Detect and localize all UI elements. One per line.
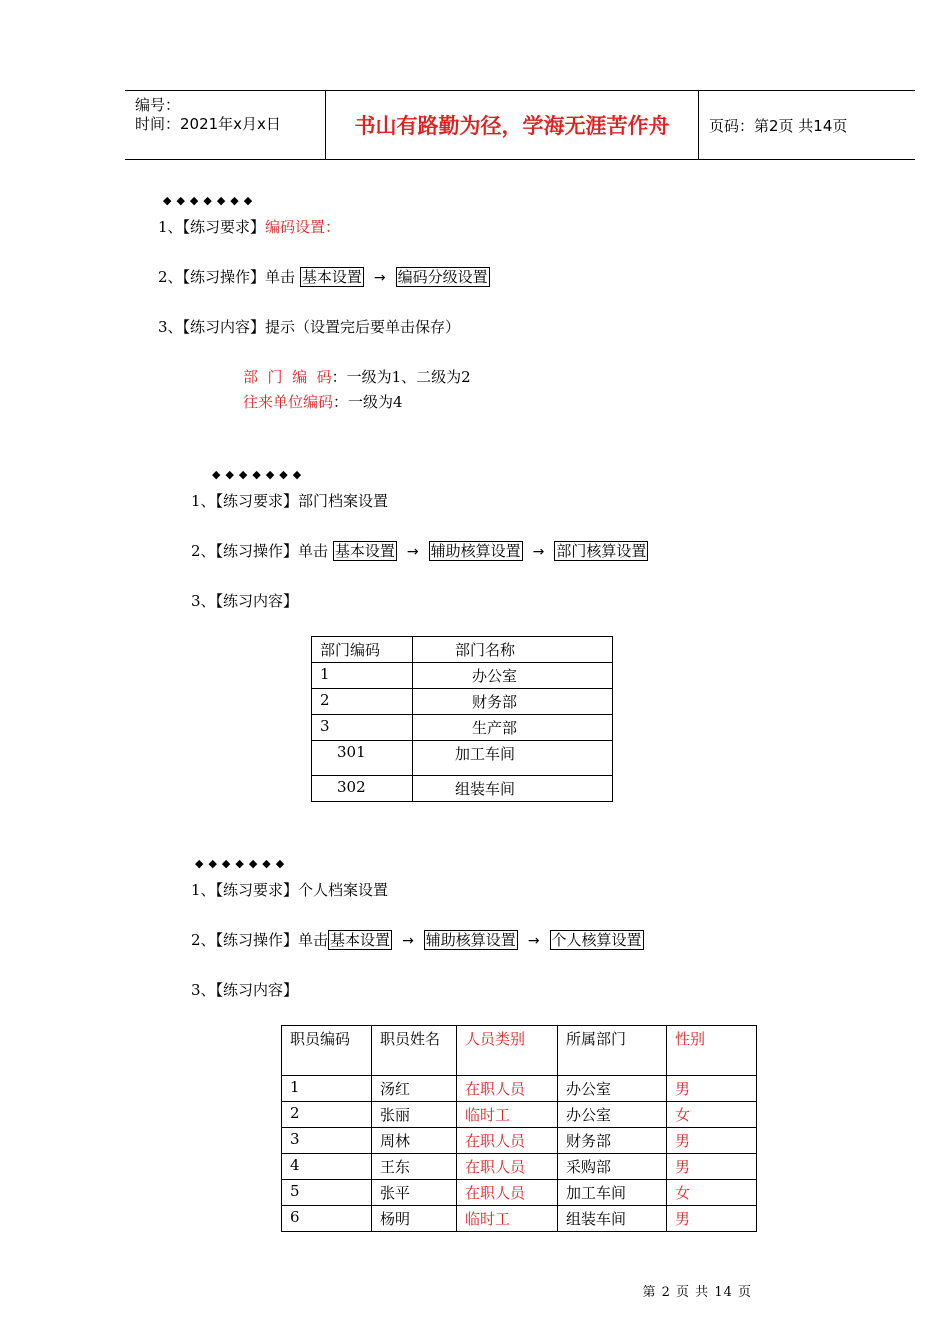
table-cell: 302 <box>312 776 413 802</box>
unit-code-line <box>243 391 403 412</box>
op-prefix: 2、【练习操作】单击 <box>191 931 329 949</box>
table-cell: 采购部 <box>558 1154 667 1180</box>
table-cell: 汤红 <box>372 1076 457 1102</box>
arrow-icon: → <box>406 544 419 560</box>
table-row <box>312 689 613 715</box>
page-footer: 第 2 页 共 14 页 <box>642 1285 752 1300</box>
section3-operation <box>191 929 644 950</box>
table-cell: 组装车间 <box>558 1206 667 1232</box>
req-text: 编码设置： <box>265 218 341 236</box>
col-header: 所属部门 <box>558 1026 667 1076</box>
table-row <box>312 715 613 741</box>
col-header: 部门名称 <box>413 637 613 663</box>
table-cell: 女 <box>667 1180 757 1206</box>
table-header-row <box>312 637 613 663</box>
table-row <box>312 663 613 689</box>
table-cell: 301 <box>312 741 413 776</box>
section1-content: 3、【练习内容】提示（设置完后要单击保存） <box>158 318 461 336</box>
dept-accounting-settings-button[interactable]: 部门核算设置 <box>556 542 647 560</box>
table-cell: 1 <box>312 663 413 689</box>
table-cell: 2 <box>312 689 413 715</box>
table-cell: 6 <box>282 1206 372 1232</box>
arrow-icon: → <box>527 933 540 949</box>
section3-bullets: ◆◆◆◆◆◆◆ <box>195 857 290 870</box>
section2-content: 3、【练习内容】 <box>191 592 299 610</box>
arrow-icon: → <box>402 933 414 949</box>
table-row <box>282 1076 757 1102</box>
table-cell: 办公室 <box>558 1076 667 1102</box>
col-header: 职员姓名 <box>372 1026 457 1076</box>
table-cell: 4 <box>282 1154 372 1180</box>
req-prefix: 1、【练习要求】 <box>158 218 266 236</box>
header-page-info: 页码：第2页 共14页 <box>709 116 848 135</box>
table-header-row <box>282 1026 757 1076</box>
col-header: 职员编码 <box>282 1026 372 1076</box>
table-cell: 男 <box>667 1206 757 1232</box>
table-cell: 2 <box>282 1102 372 1128</box>
unit-code-label: 往来单位编码 <box>243 393 334 411</box>
table-cell: 在职人员 <box>457 1076 558 1102</box>
table-cell: 财务部 <box>413 689 613 715</box>
header-motto: 书山有路勤为径，学海无涯苦作舟 <box>326 91 699 159</box>
table-cell: 5 <box>282 1180 372 1206</box>
arrow-icon: → <box>373 270 386 286</box>
unit-code-value: ：一级为4 <box>333 393 403 411</box>
dept-code-line <box>243 366 471 387</box>
section2-bullets: ◆◆◆◆◆◆◆ <box>212 468 307 481</box>
table-cell: 王东 <box>372 1154 457 1180</box>
table-cell: 张丽 <box>372 1102 457 1128</box>
col-header: 人员类别 <box>457 1026 558 1076</box>
op-prefix: 2、【练习操作】单击 <box>158 268 296 286</box>
header-meta <box>125 91 326 159</box>
dept-code-value: ：一级为1、二级为2 <box>331 368 471 386</box>
table-row <box>312 741 613 776</box>
table-row <box>282 1180 757 1206</box>
section3-requirement: 1、【练习要求】个人档案设置 <box>191 881 389 899</box>
table-cell: 张平 <box>372 1180 457 1206</box>
section3-content: 3、【练习内容】 <box>191 981 299 999</box>
col-header: 部门编码 <box>312 637 413 663</box>
table-cell: 办公室 <box>413 663 613 689</box>
table-cell: 在职人员 <box>457 1154 558 1180</box>
table-cell: 1 <box>282 1076 372 1102</box>
table-row <box>312 776 613 802</box>
table-cell: 3 <box>282 1128 372 1154</box>
table-cell: 在职人员 <box>457 1180 558 1206</box>
page-header <box>125 90 915 160</box>
table-row <box>282 1128 757 1154</box>
table-cell: 组装车间 <box>413 776 613 802</box>
table-cell: 临时工 <box>457 1206 558 1232</box>
number-label: 编号： <box>135 96 181 114</box>
section1-operation <box>158 266 490 287</box>
table-cell: 生产部 <box>413 715 613 741</box>
table-cell: 在职人员 <box>457 1128 558 1154</box>
section2-requirement: 1、【练习要求】部门档案设置 <box>191 492 389 510</box>
dept-table <box>311 636 613 802</box>
table-cell: 杨明 <box>372 1206 457 1232</box>
table-cell: 男 <box>667 1076 757 1102</box>
personal-accounting-settings-button[interactable]: 个人核算设置 <box>551 931 642 949</box>
table-row <box>282 1154 757 1180</box>
table-cell: 加工车间 <box>413 741 613 776</box>
arrow-icon: → <box>532 544 545 560</box>
table-cell: 周林 <box>372 1128 457 1154</box>
section1-requirement <box>158 216 340 237</box>
staff-table <box>281 1025 757 1232</box>
table-cell: 男 <box>667 1154 757 1180</box>
aux-accounting-settings-button[interactable]: 辅助核算设置 <box>430 542 521 560</box>
table-cell: 临时工 <box>457 1102 558 1128</box>
col-header: 性别 <box>667 1026 757 1076</box>
table-cell: 男 <box>667 1128 757 1154</box>
section1-bullets: ◆◆◆◆◆◆◆ <box>163 194 258 207</box>
basic-settings-button[interactable]: 基本设置 <box>330 931 391 949</box>
dept-code-label: 部 门 编 码 <box>243 368 332 386</box>
code-level-settings-button[interactable]: 编码分级设置 <box>397 268 488 286</box>
op-prefix: 2、【练习操作】单击 <box>191 542 329 560</box>
basic-settings-button[interactable]: 基本设置 <box>301 268 362 286</box>
aux-accounting-settings-button[interactable]: 辅助核算设置 <box>425 931 516 949</box>
table-cell: 办公室 <box>558 1102 667 1128</box>
table-cell: 财务部 <box>558 1128 667 1154</box>
basic-settings-button[interactable]: 基本设置 <box>334 542 395 560</box>
table-row <box>282 1102 757 1128</box>
table-row <box>282 1206 757 1232</box>
time-label: 时间：2021年x月x日 <box>135 115 281 133</box>
table-cell: 女 <box>667 1102 757 1128</box>
table-cell: 3 <box>312 715 413 741</box>
table-cell: 加工车间 <box>558 1180 667 1206</box>
section2-operation <box>191 540 648 561</box>
